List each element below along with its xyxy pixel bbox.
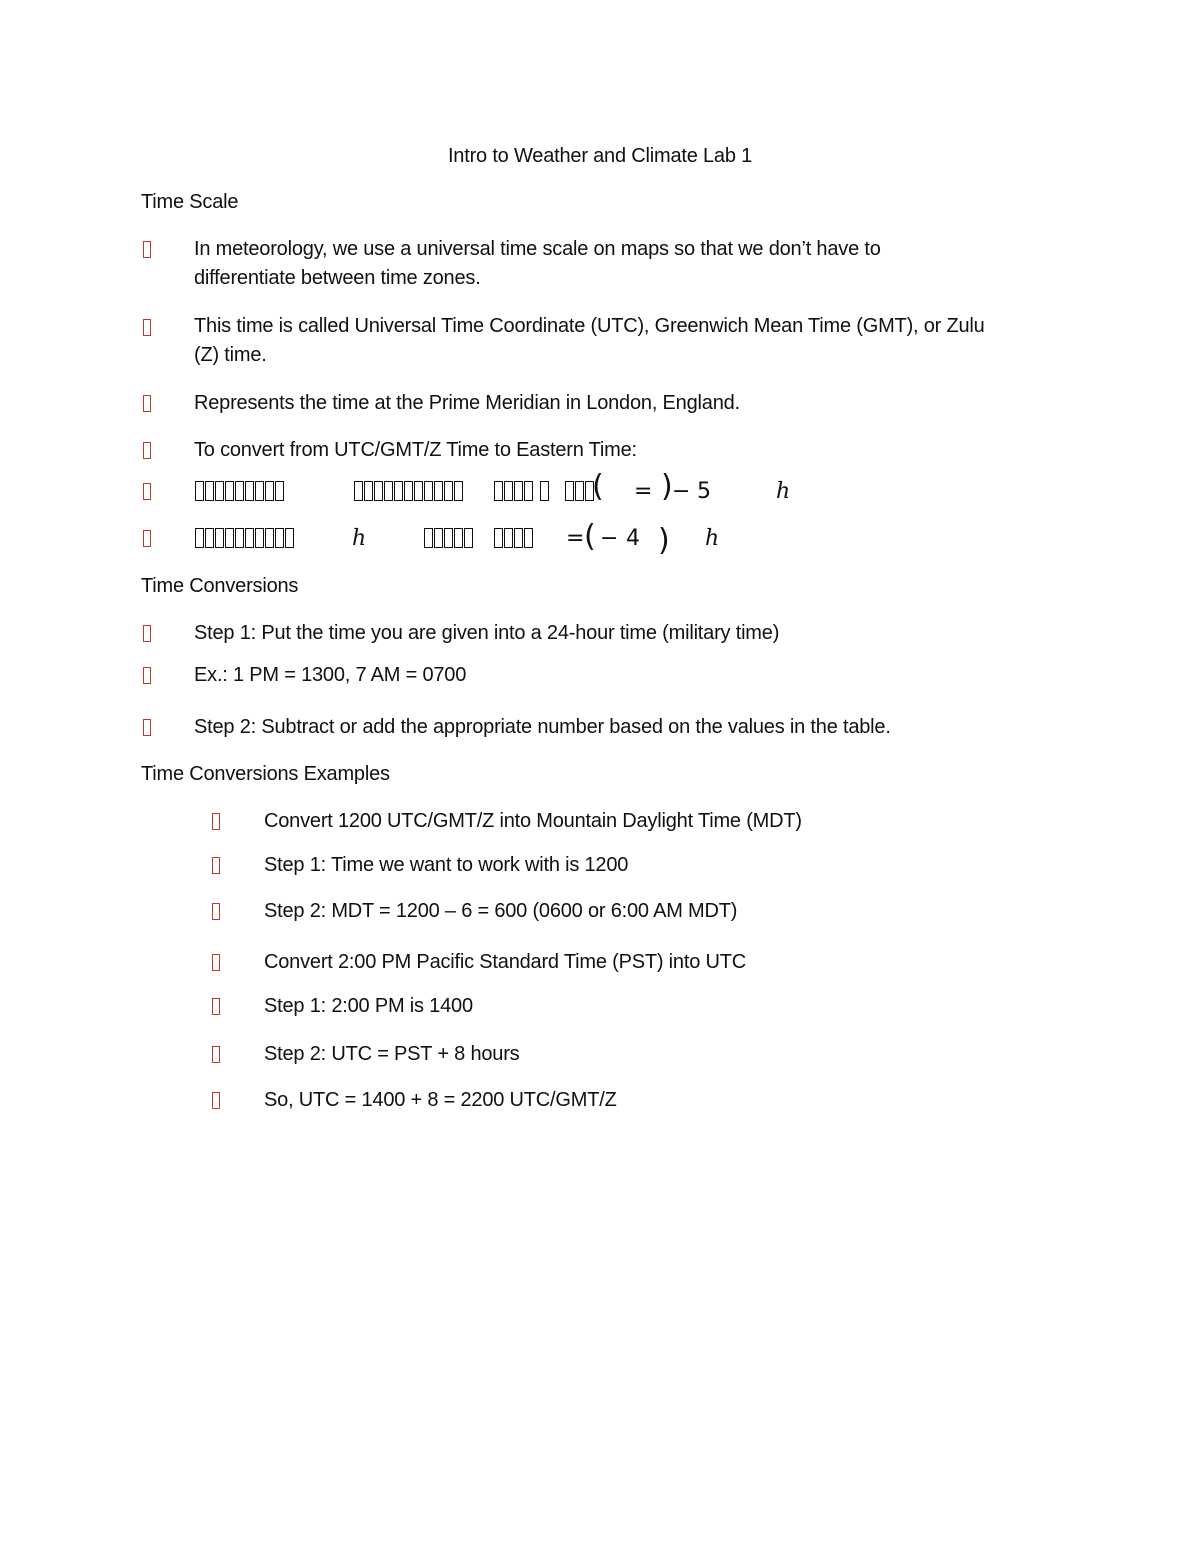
close-paren-symbol: ) — [661, 469, 673, 504]
formula-value: 4 — [626, 526, 640, 551]
list-item-text: Step 2: UTC = PST + 8 hours — [264, 1043, 520, 1065]
formula-unit: h — [776, 479, 791, 504]
list-item-text: To convert from UTC/GMT/Z Time to Eastern Time: — [194, 439, 637, 461]
list-item-text: In meteorology, we use a universal time scale on maps so that we don’t have to — [194, 238, 881, 260]
list-item-text: differentiate between time zones. — [194, 267, 481, 289]
missing-glyph-box-icon — [540, 477, 550, 507]
formula-value: 5 — [697, 479, 711, 504]
section-heading-examples: Time Conversions Examples — [141, 763, 390, 785]
bullet-icon — [143, 667, 151, 684]
section-heading-time-conversions: Time Conversions — [141, 575, 299, 597]
list-item-text: Step 2: MDT = 1200 – 6 = 600 (0600 or 6:00 AM MDT) — [264, 900, 738, 922]
missing-glyph-box-icon — [354, 477, 464, 507]
bullet-icon — [212, 1046, 220, 1063]
bullet-icon — [143, 530, 151, 547]
formula-unit: h — [705, 526, 720, 551]
bullet-icon — [143, 719, 151, 736]
bullet-icon — [143, 442, 151, 459]
missing-glyph-box-icon — [195, 524, 295, 554]
list-item-text: So, UTC = 1400 + 8 = 2200 UTC/GMT/Z — [264, 1089, 617, 1111]
formula-equals: = — [566, 526, 585, 551]
missing-glyph-box-icon — [565, 477, 595, 507]
bullet-icon — [143, 395, 151, 412]
bullet-icon — [212, 1092, 220, 1109]
bullet-icon — [212, 954, 220, 971]
missing-glyph-box-icon — [494, 477, 534, 507]
bullet-icon — [143, 483, 151, 500]
bullet-icon — [143, 241, 151, 258]
formula-unit: h — [352, 526, 367, 551]
bullet-icon — [143, 625, 151, 642]
formula-minus: − — [600, 526, 619, 551]
bullet-icon — [143, 319, 151, 336]
formula-equals: = — [634, 479, 653, 504]
section-heading-time-scale: Time Scale — [141, 191, 239, 213]
close-paren-symbol: ) — [658, 523, 670, 558]
list-item-text: Step 2: Subtract or add the appropriate number based on the values in the table. — [194, 716, 891, 738]
bullet-icon — [212, 903, 220, 920]
missing-glyph-box-icon — [424, 524, 474, 554]
list-item-text: Ex.: 1 PM = 1300, 7 AM = 0700 — [194, 664, 467, 686]
document-title: Intro to Weather and Climate Lab 1 — [447, 145, 753, 167]
missing-glyph-box-icon — [195, 477, 285, 507]
open-paren-symbol: ( — [592, 469, 604, 504]
list-item-text: Convert 2:00 PM Pacific Standard Time (PST) into UTC — [264, 951, 746, 973]
list-item-text: This time is called Universal Time Coordinate (UTC), Greenwich Mean Time (GMT), or Zulu — [194, 315, 985, 337]
list-item-text: Represents the time at the Prime Meridian in London, England. — [194, 392, 740, 414]
list-item-text: Step 1: 2:00 PM is 1400 — [264, 995, 473, 1017]
bullet-icon — [212, 813, 220, 830]
list-item-text: Step 1: Put the time you are given into a 24-hour time (military time) — [194, 622, 780, 644]
open-paren-symbol: ( — [584, 519, 596, 554]
bullet-icon — [212, 857, 220, 874]
list-item-text: (Z) time. — [194, 344, 267, 366]
bullet-icon — [212, 998, 220, 1015]
missing-glyph-box-icon — [494, 524, 534, 554]
list-item-text: Convert 1200 UTC/GMT/Z into Mountain Daylight Time (MDT) — [264, 810, 802, 832]
list-item-text: Step 1: Time we want to work with is 1200 — [264, 854, 629, 876]
formula-minus: − — [672, 479, 691, 504]
